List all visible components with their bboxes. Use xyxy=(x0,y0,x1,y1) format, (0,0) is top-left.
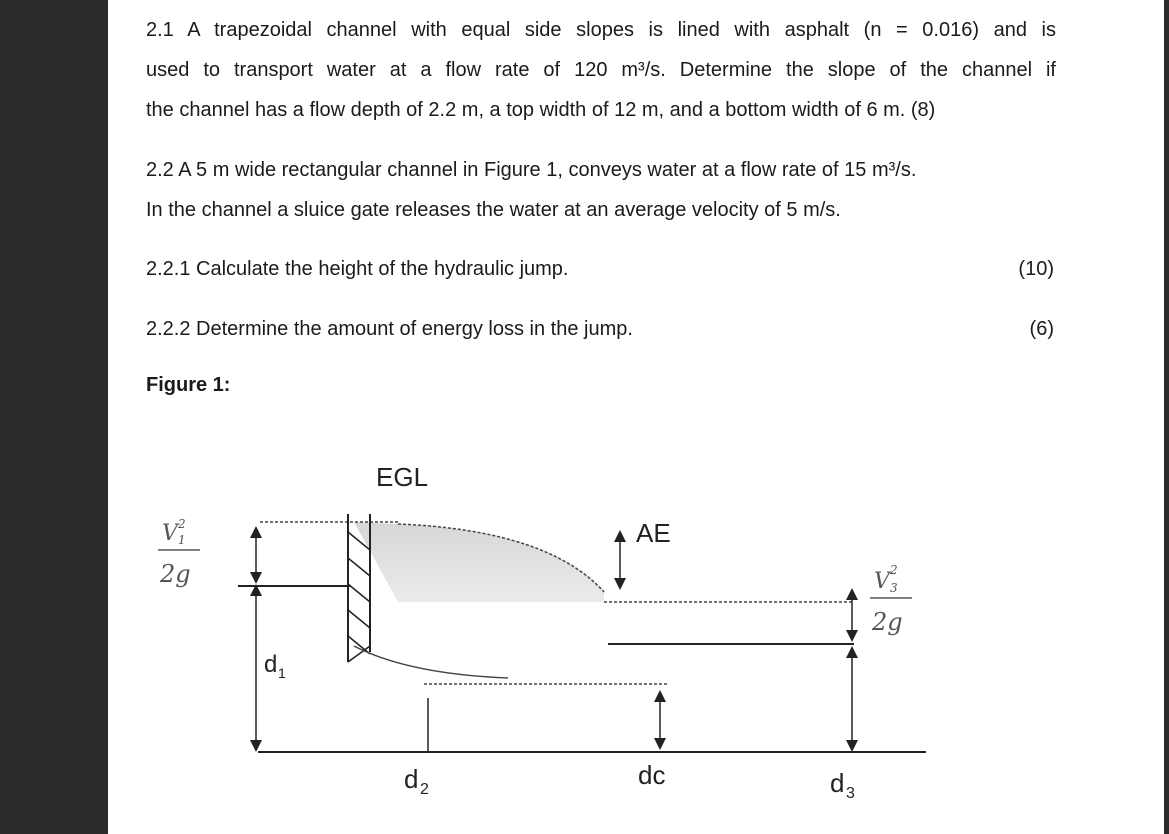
v1-two-g: 2g xyxy=(160,560,191,588)
v3-symbol: V xyxy=(874,569,890,594)
q2-1-line-1: 2.1 A trapezoidal channel with equal side slopes is lined with asphalt (n = 0.016) and is xyxy=(146,19,1056,41)
question-2-1 xyxy=(146,10,1056,130)
v3-subscript: 3 xyxy=(890,581,898,595)
q2-1-line-3: the channel has a flow depth of 2.2 m, a top width of 12 m, and a bottom width of 6 m. (8) xyxy=(146,99,936,121)
q2-2-line-2: In the channel a sluice gate releases the water at an average velocity of 5 m/s. xyxy=(146,199,841,221)
d3-label xyxy=(830,768,855,802)
egl-label: EGL xyxy=(376,462,429,492)
q2-2-line-1: 2.2 A 5 m wide rectangular channel in Figure 1, conveys water at a flow rate of 15 m³/s. xyxy=(146,159,917,181)
hydraulic-jump-figure xyxy=(108,440,1164,834)
d2-subscript: 2 xyxy=(420,781,429,798)
question-2-2-1 xyxy=(146,258,1054,288)
energy-loss-region xyxy=(354,522,604,602)
d1-subscript: 1 xyxy=(278,665,286,681)
v1-squared: 2 xyxy=(178,517,186,531)
q2-2-2-marks: (6) xyxy=(1029,318,1054,340)
dc-label: dc xyxy=(638,760,666,790)
v1-velocity-head-label xyxy=(158,517,200,588)
d3-symbol: d xyxy=(830,768,845,798)
v3-squared: 2 xyxy=(890,563,898,577)
v1-subscript: 1 xyxy=(178,533,186,547)
d1-symbol: d xyxy=(264,651,278,678)
v3-two-g: 2g xyxy=(872,608,903,636)
d1-label xyxy=(264,651,286,681)
jet-surface xyxy=(354,646,508,678)
document-page xyxy=(108,0,1164,834)
v1-symbol: V xyxy=(162,521,178,546)
ae-label: AE xyxy=(636,518,671,548)
d2-symbol: d xyxy=(404,764,419,794)
q2-2-1-text: 2.2.1 Calculate the height of the hydraulic jump. xyxy=(146,258,569,280)
q2-2-2-text: 2.2.2 Determine the amount of energy loss in the jump. xyxy=(146,318,633,340)
d3-subscript: 3 xyxy=(846,785,855,802)
figure-label: Figure 1: xyxy=(146,374,231,396)
d2-label xyxy=(404,764,429,798)
v3-velocity-head-label xyxy=(870,563,912,636)
question-2-2 xyxy=(146,150,1056,230)
q2-1-line-2: used to transport water at a flow rate of 120 m³/s. Determine the slope of the channel if xyxy=(146,59,1056,81)
q2-2-1-marks: (10) xyxy=(1018,258,1054,280)
question-2-2-2 xyxy=(146,318,1054,348)
